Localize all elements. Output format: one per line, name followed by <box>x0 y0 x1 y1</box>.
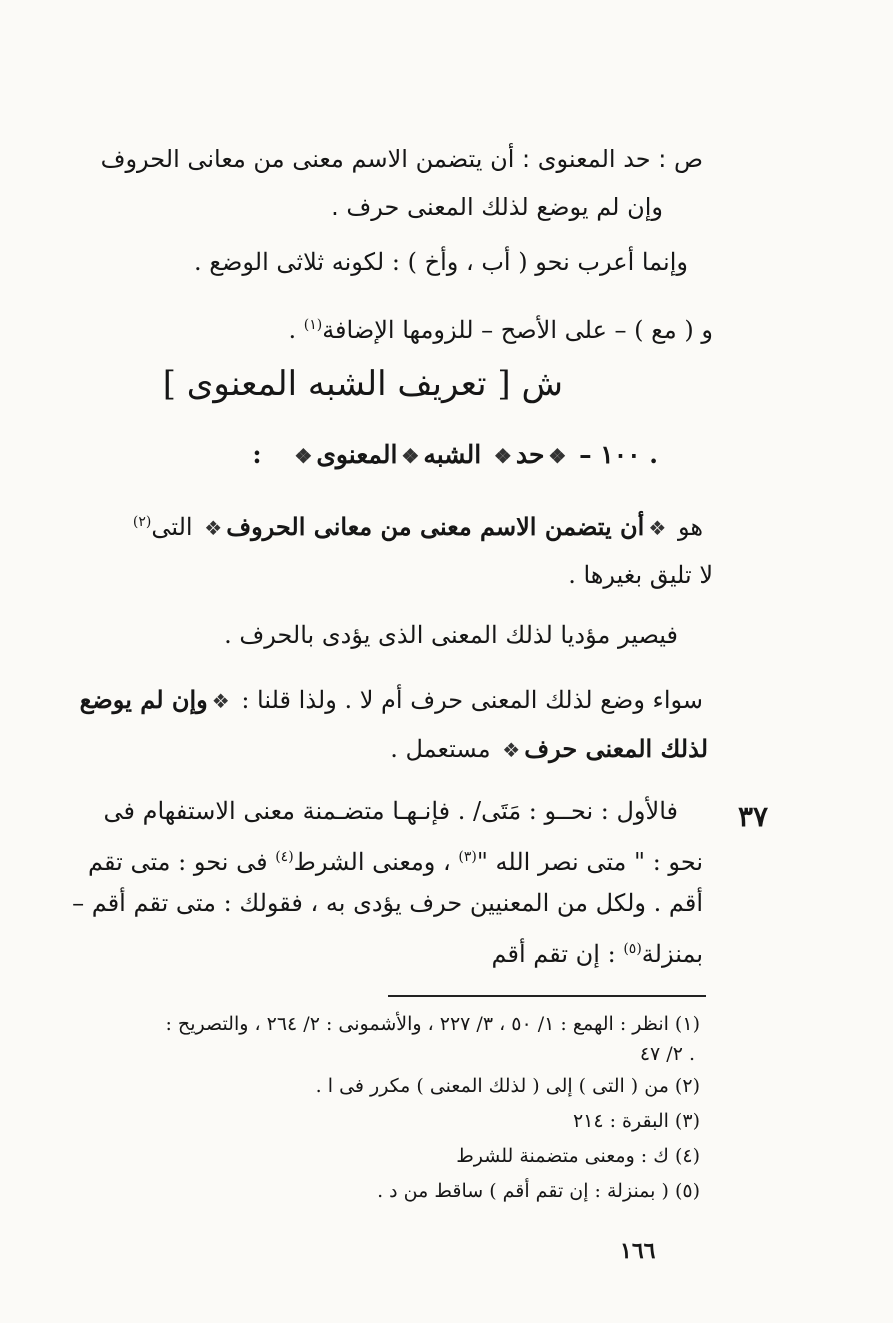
footnote-ref-4: (٤) <box>275 849 294 865</box>
footnote-ref-5: (٥) <box>623 941 642 957</box>
ornament-icon: ❖ <box>648 516 667 540</box>
definition-post: التى <box>151 513 193 541</box>
ornament-icon: ❖ <box>204 516 223 540</box>
sawa-end: مستعمل . <box>390 735 491 763</box>
sawa-bold-2: لذلك المعنى حرف <box>524 734 708 763</box>
page-number: ١٦٦ <box>620 1238 656 1264</box>
first-line-2b: ، ومعنى الشرط <box>293 848 459 876</box>
para-first-line-2 <box>88 840 703 879</box>
margin-number: ٣٧ <box>738 800 769 833</box>
paragraph-sawa-line-2 <box>390 732 708 767</box>
definition-line-2: لا تليق بغيرها . <box>568 561 713 589</box>
first-line-2c: فى نحو : متى تقم <box>88 848 276 876</box>
footnote-3: (٣) البقرة : ٢١٤ <box>572 1110 700 1132</box>
footnote-ref-2: (٢) <box>132 514 152 530</box>
footnote-ref-1: (١) <box>303 317 323 333</box>
paragraph-fa: فيصير مؤديا لذلك المعنى الذى يؤدى بالحرف . <box>224 621 678 649</box>
footnote-5: (٥) ( بمنزلة : إن تقم أقم ) ساقط من د . <box>377 1180 700 1202</box>
definition-heading <box>252 438 658 473</box>
paragraph-2-end: . <box>288 316 304 344</box>
section-heading: ش [ تعريف الشبه المعنوى ] <box>162 364 563 404</box>
definition-colon: : <box>252 440 262 469</box>
footnote-1: (١) انظر : الهمع : ١/ ٥٠ ، ٣/ ٢٢٧ ، والأشمونى : ٢/ ٢٦٤ ، والتصريح : <box>165 1013 700 1035</box>
sawa-text: سواء وضع لذلك المعنى حرف أم لا . ولذا قلنا : <box>241 686 703 714</box>
body-paragraph-1: وإنما أعرب نحو ( أب ، وأخ ) : لكونه ثلاثى الوضع . <box>194 248 688 276</box>
definition-word-2: الشبه <box>423 440 482 469</box>
first-line-4b: : إن تقم أقم <box>491 940 624 968</box>
ornament-icon: ❖ <box>401 444 420 468</box>
first-line-4a: بمنزلة <box>641 940 703 968</box>
definition-line-1 <box>133 505 703 545</box>
paragraph-sawa-line-1 <box>80 683 703 718</box>
footnote-4: (٤) ك : ومعنى متضمنة للشرط <box>456 1145 700 1167</box>
ornament-icon: ❖ <box>493 444 512 468</box>
footnote-divider <box>388 995 706 997</box>
definition-pre: هو <box>677 513 703 541</box>
body-paragraph-2 <box>288 308 713 347</box>
footnote-1-cont: ٢/ ٤٧ . <box>639 1043 695 1065</box>
paragraph-2-text: و ( مع ) – على الأصح – للزومها الإضافة <box>322 316 713 344</box>
definition-number: . ١٠٠ – <box>579 440 658 469</box>
first-line-2a: نحو : " متى نصر الله " <box>476 848 703 876</box>
para-first-line-4 <box>492 932 704 971</box>
para-first-line-3: أقم . ولكل من المعنيين حرف يؤدى به ، فقولك : متى تقم أقم – <box>72 889 703 917</box>
matn-line-1: ص : حد المعنوى : أن يتضمن الاسم معنى من معانى الحروف <box>100 145 703 173</box>
ornament-icon: ❖ <box>294 444 313 468</box>
footnote-ref-3: (٣) <box>458 849 477 865</box>
definition-word-3: المعنوى <box>316 440 398 469</box>
sawa-bold-1: وإن لم يوضع <box>79 685 208 714</box>
ornament-icon: ❖ <box>548 444 567 468</box>
ornament-icon: ❖ <box>211 689 230 713</box>
footnote-2: (٢) من ( التى ) إلى ( لذلك المعنى ) مكرر فى ا . <box>315 1075 700 1097</box>
definition-word-1: حد <box>515 440 545 469</box>
matn-line-2: وإن لم يوضع لذلك المعنى حرف . <box>331 193 663 221</box>
ornament-icon: ❖ <box>502 738 521 762</box>
para-first-line-1: فالأول : نحــو : مَتَى/ . فإنـهـا متضـمنة معنى الاستفهام فى <box>103 797 678 825</box>
definition-quote: أن يتضمن الاسم معنى من معانى الحروف <box>226 512 645 541</box>
